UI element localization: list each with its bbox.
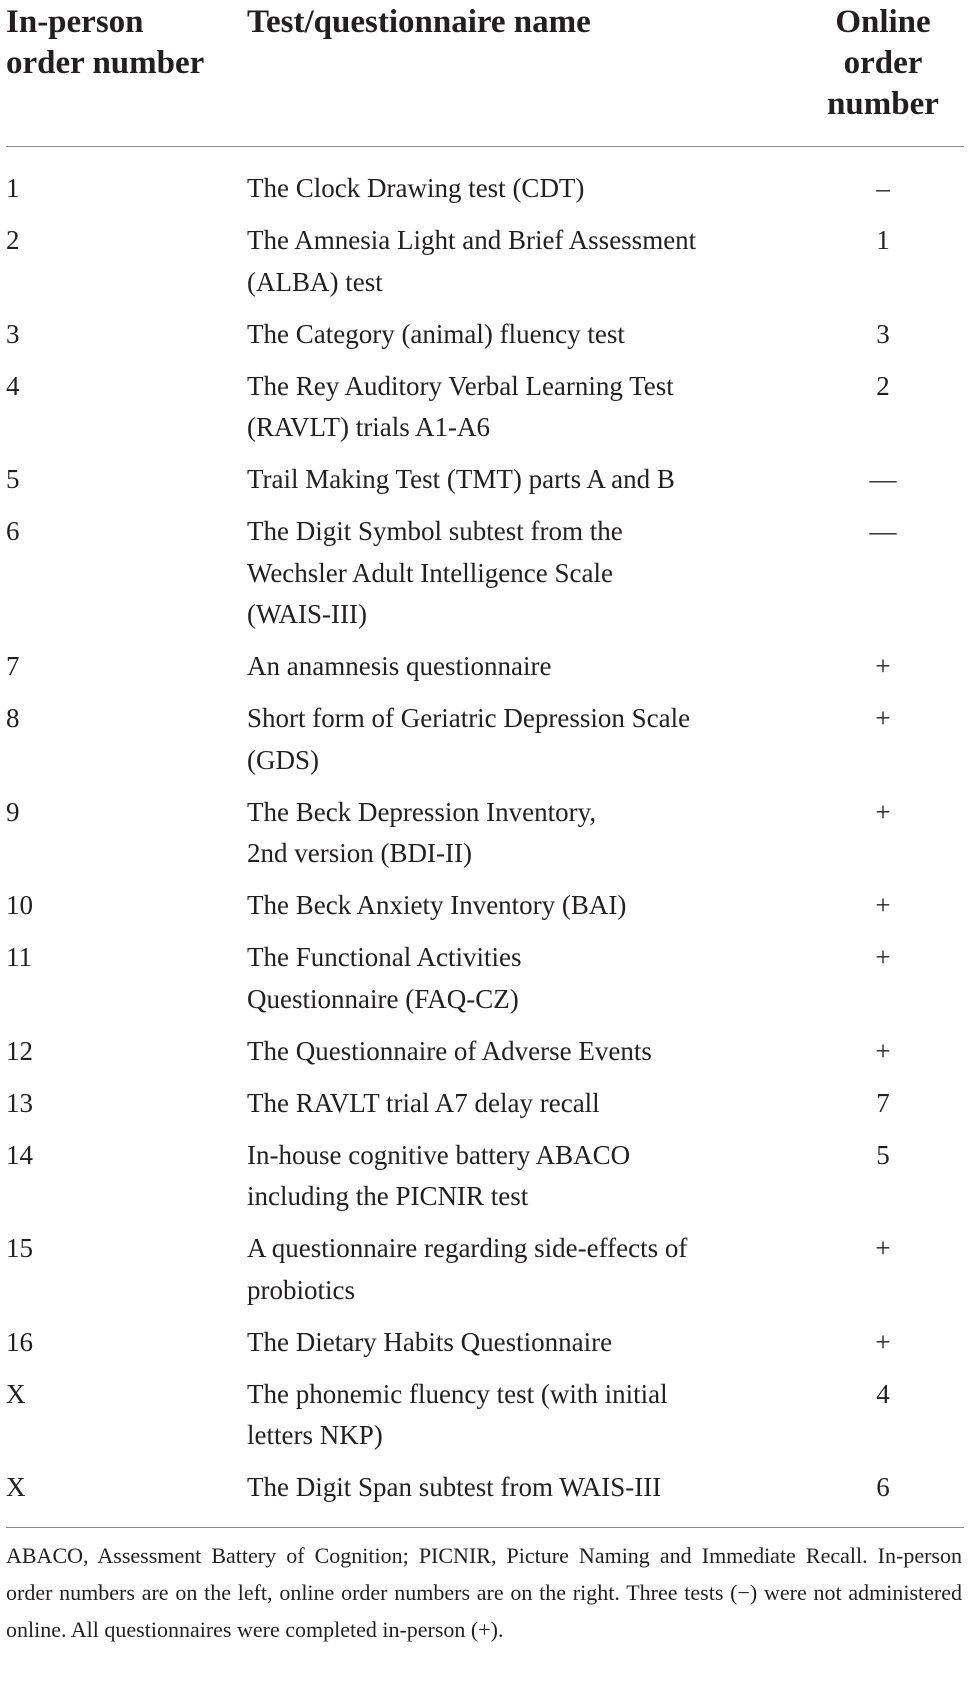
tests-table [6, 0, 964, 1528]
test-name-cell: The RAVLT trial A7 delay recall [247, 1087, 600, 1118]
in-person-order-cell: 2 [6, 225, 20, 255]
in-person-order-cell: 12 [6, 1035, 33, 1066]
in-person-order-cell: 14 [6, 1139, 33, 1170]
table-header [6, 0, 964, 147]
test-name-cell: The Amnesia Light and Brief Assessment (ALBA) test [247, 225, 697, 297]
table-footnote: ABACO, Assessment Battery of Cognition; PICNIR, Picture Naming and Immediate Recall. In-person order numbers are on the left, online order numbers are on the right. Three tests (−) were not administered online. All questionnaires were completed in-person (+). [6, 1543, 962, 1642]
table-row [6, 168, 964, 210]
online-order-cell: 3 [876, 318, 890, 349]
table-row [6, 1083, 964, 1125]
header-in-person-order: In-person order number [6, 4, 205, 81]
table-row [6, 459, 964, 501]
test-name-cell: In-house cognitive battery ABACO including the PICNIR test [247, 1139, 631, 1211]
test-name-cell: The Beck Anxiety Inventory (BAI) [247, 890, 627, 920]
table-row [6, 885, 964, 927]
in-person-order-cell: 4 [6, 370, 20, 401]
table-row [6, 792, 964, 875]
online-order-cell: + [875, 1233, 891, 1263]
test-name-cell: The Clock Drawing test (CDT) [247, 173, 585, 203]
table-row [6, 1374, 964, 1457]
test-name-cell: The phonemic fluency test (with initial letters NKP) [247, 1378, 668, 1450]
table-row [6, 511, 964, 636]
online-order-cell: 7 [876, 1087, 890, 1118]
in-person-order-cell: 15 [6, 1233, 33, 1263]
table-body [6, 147, 964, 1528]
in-person-order-cell: 11 [6, 942, 32, 972]
test-name-cell: The Dietary Habits Questionnaire [247, 1326, 613, 1357]
in-person-order-cell: 5 [6, 464, 20, 494]
table-row [6, 1135, 964, 1218]
in-person-order-cell: 8 [6, 703, 20, 733]
online-order-cell: 1 [876, 225, 890, 255]
table-row [6, 1322, 964, 1364]
in-person-order-cell: 7 [6, 651, 20, 681]
online-order-cell: 4 [876, 1378, 890, 1409]
in-person-order-cell: 10 [6, 890, 33, 920]
online-order-cell: 5 [876, 1139, 890, 1170]
online-order-cell: + [875, 703, 891, 733]
online-order-cell: 6 [876, 1472, 890, 1502]
online-order-cell: — [869, 516, 897, 546]
test-name-cell: The Rey Auditory Verbal Learning Test (RAVLT) trials A1-A6 [247, 370, 674, 442]
table-row [6, 646, 964, 688]
in-person-order-cell: 9 [6, 796, 20, 827]
test-name-cell: The Category (animal) fluency test [247, 318, 625, 349]
in-person-order-cell: 16 [6, 1326, 33, 1357]
online-order-cell: + [875, 1326, 891, 1357]
table-row [6, 698, 964, 781]
test-name-cell: A questionnaire regarding side-effects of probiotics [247, 1233, 688, 1305]
online-order-cell: + [875, 890, 891, 920]
test-name-cell: Trail Making Test (TMT) parts A and B [247, 464, 675, 494]
in-person-order-cell: 1 [6, 173, 20, 203]
test-name-cell: Short form of Geriatric Depression Scale (GDS) [247, 703, 691, 775]
header-online-order: Online order number [827, 4, 939, 122]
header-test-name: Test/questionnaire name [247, 4, 591, 40]
table-row [6, 1467, 964, 1509]
table-row [6, 366, 964, 449]
test-name-cell: The Functional Activities Questionnaire (FAQ-CZ) [247, 942, 522, 1014]
test-name-cell: An anamnesis questionnaire [247, 651, 552, 681]
test-name-cell: The Questionnaire of Adverse Events [247, 1035, 652, 1066]
table-row [6, 1228, 964, 1311]
table-row [6, 937, 964, 1020]
online-order-cell: + [875, 942, 891, 972]
in-person-order-cell: X [6, 1378, 26, 1409]
table-row [6, 1031, 964, 1073]
online-order-cell: + [875, 651, 891, 681]
test-name-cell: The Digit Symbol subtest from the Wechsler Adult Intelligence Scale (WAIS-III) [247, 516, 623, 629]
in-person-order-cell: 3 [6, 318, 20, 349]
in-person-order-cell: 6 [6, 516, 20, 546]
online-order-cell: + [875, 796, 891, 827]
table-row [6, 220, 964, 303]
in-person-order-cell: X [6, 1472, 26, 1502]
test-name-cell: The Beck Depression Inventory, 2nd version (BDI-II) [247, 796, 597, 868]
in-person-order-cell: 13 [6, 1087, 33, 1118]
online-order-cell: 2 [876, 370, 890, 401]
online-order-cell: + [875, 1035, 891, 1066]
table-row [6, 314, 964, 356]
online-order-cell: — [869, 464, 897, 494]
test-name-cell: The Digit Span subtest from WAIS-III [247, 1472, 662, 1502]
online-order-cell: – [876, 173, 890, 203]
